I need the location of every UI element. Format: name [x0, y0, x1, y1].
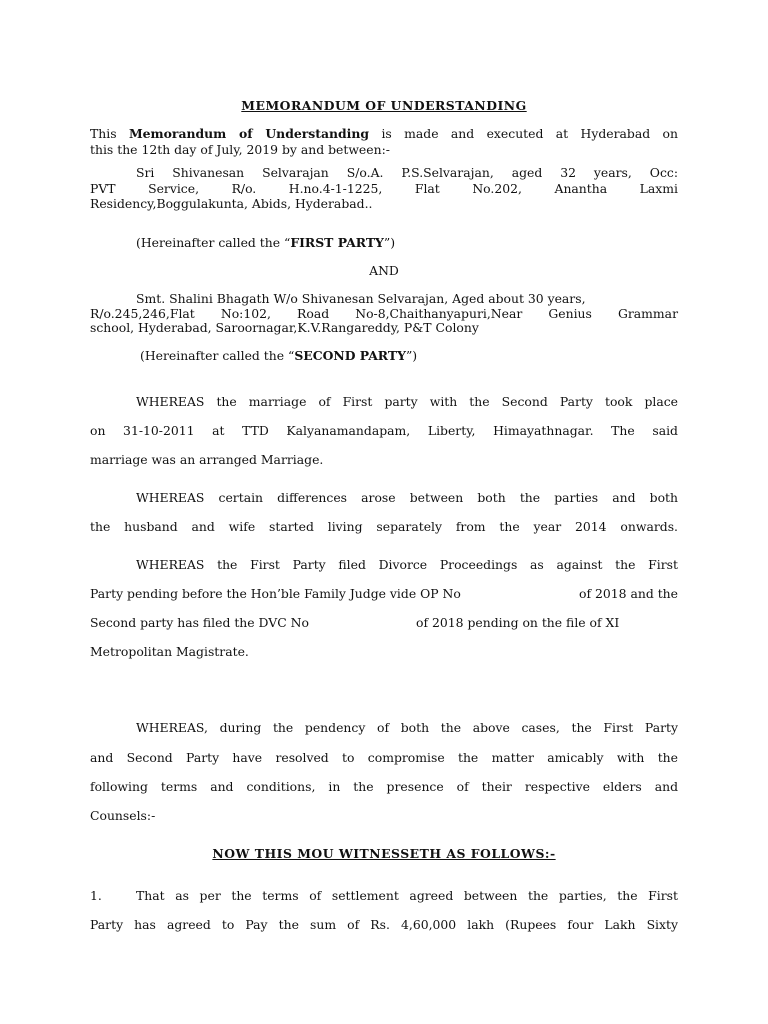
second-party-line-3: school, Hyderabad, Saroornagar,K.V.Rangareddy, P&T Colony [90, 320, 479, 335]
whereas3-line-3a: Second party has filed the DVC No [90, 615, 309, 630]
clause-1-line-1: That as per the terms of settlement agreed between the parties, the First [136, 888, 678, 903]
clause-1-line-2: Party has agreed to Pay the sum of Rs. 4,60,000 lakh (Rupees four Lakh Sixty [90, 917, 678, 932]
whereas3-line-2a: Party pending before the Hon’ble Family Judge vide OP No [90, 586, 461, 601]
called-text: ”) [383, 235, 396, 250]
whereas1-line-3: marriage was an arranged Marriage. [90, 452, 324, 467]
second-party-line-1: Smt. Shalini Bhagath W/o Shivanesan Selvarajan, Aged about 30 years, [136, 291, 586, 306]
intro-line-2: this the 12th day of July, 2019 by and between:- [90, 142, 390, 157]
whereas4-line-1: WHEREAS, during the pendency of both the above cases, the First Party [136, 720, 678, 735]
first-party-label: FIRST PARTY [290, 235, 384, 250]
second-party-line-2: R/o.245,246,Flat No:102, Road No-8,Chaithanyapuri,Near Genius Grammar [90, 306, 678, 321]
intro-line-1 [90, 126, 678, 141]
intro-bold-text: Memorandum of Understanding [128, 126, 370, 141]
whereas1-line-2: on 31-10-2011 at TTD Kalyanamandapam, Liberty, Himayathnagar. The said [90, 423, 678, 438]
whereas1-line-1: WHEREAS the marriage of First party with the Second Party took place [136, 394, 678, 409]
intro-text: This [90, 126, 129, 141]
second-party-label: SECOND PARTY [294, 348, 406, 363]
whereas3-line-4: Metropolitan Magistrate. [90, 644, 249, 659]
whereas3-line-3b: of 2018 pending on the file of XI [416, 615, 620, 630]
whereas2-line-1: WHEREAS certain differences arose between both the parties and both [136, 490, 678, 505]
document-title: MEMORANDUM OF UNDERSTANDING [241, 98, 527, 113]
first-party-line-3: Residency,Boggulakunta, Abids, Hyderabad.. [90, 196, 373, 211]
whereas4-line-3: following terms and conditions, in the presence of their respective elders and [90, 779, 678, 794]
intro-text: is made and executed at Hyderabad on [369, 126, 678, 141]
clause-1-number: 1. [90, 888, 102, 903]
first-party-line-2: PVT Service, R/o. H.no.4-1-1225, Flat No.202, Anantha Laxmi [90, 181, 678, 196]
first-party-line-1: Sri Shivanesan Selvarajan S/o.A. P.S.Selvarajan, aged 32 years, Occ: [136, 165, 678, 180]
whereas3-line-1: WHEREAS the First Party filed Divorce Proceedings as against the First [136, 557, 678, 572]
called-text: ”) [405, 348, 418, 363]
whereas4-line-2: and Second Party have resolved to compromise the matter amicably with the [90, 750, 678, 765]
called-text: (Hereinafter called the “ [136, 235, 291, 250]
whereas4-line-4: Counsels:- [90, 808, 156, 823]
second-party-called [140, 348, 417, 363]
whereas2-line-2: the husband and wife started living separately from the year 2014 onwards. [90, 519, 678, 534]
called-text: (Hereinafter called the “ [140, 348, 295, 363]
whereas3-line-2b: of 2018 and the [579, 586, 678, 601]
and-separator: AND [369, 263, 399, 278]
witnesseth-heading: NOW THIS MOU WITNESSETH AS FOLLOWS:- [212, 846, 556, 861]
first-party-called [136, 235, 395, 250]
